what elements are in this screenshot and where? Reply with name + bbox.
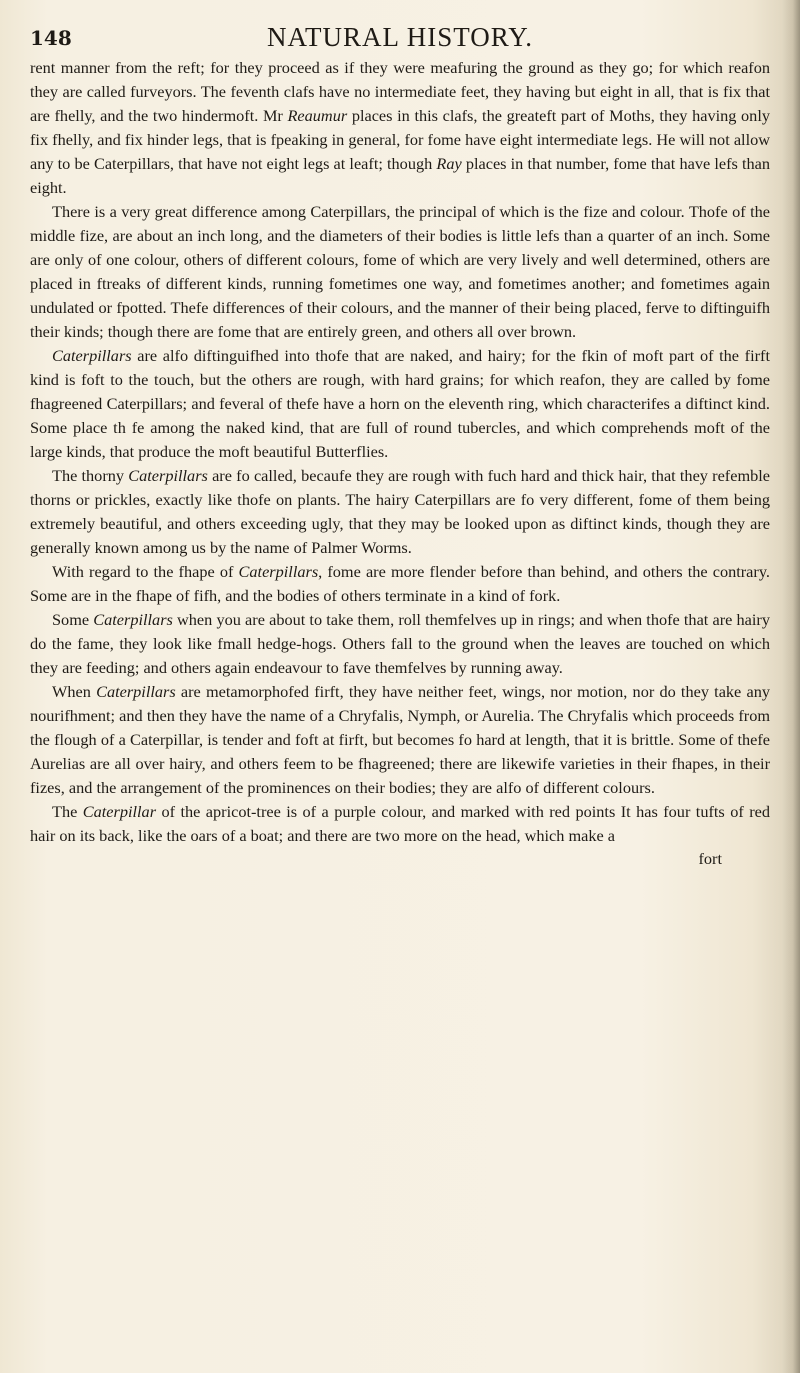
paragraph — [30, 608, 770, 680]
paragraph — [30, 464, 770, 560]
text-run: , fome are more flender before than behind, and others the contrary. Some are in the fhape of fifh, and the bodies of others terminate in a kind of fork. — [30, 562, 770, 605]
text-run: Some — [52, 610, 94, 629]
page-header — [30, 10, 770, 56]
page-edge-shadow — [782, 0, 800, 1373]
italic-text: Reaumur — [287, 106, 348, 125]
text-run: of the apricot-tree is of a purple colour, and marked with red points It has four tufts of red hair on its back, like the oars of a boat; and there are two more on the head, which make a — [30, 802, 770, 845]
paragraph — [30, 56, 770, 200]
paragraph — [30, 344, 770, 464]
catchword: fort — [698, 849, 722, 868]
text-run: are alfo diftinguifhed into thofe that are naked, and hairy; for the fkin of moft part of the firft kind is foft to the touch, but the others are rough, with hard grains; for which reafon, they are called by fome fhagreened Caterpillars; and feveral of thefe have a horn on the eleventh ring, which characterifes a diftinct kind. Some place th fe among the naked kind, that are full of round tubercles, and which comprehends moft of the large kinds, that produce the moft beautiful Butterflies. — [30, 346, 770, 461]
italic-text: Caterpillars — [128, 466, 208, 485]
italic-text: Caterpillars — [93, 610, 173, 629]
page-number: 148 — [30, 26, 72, 50]
text-run: are metamorphofed firft, they have neither feet, wings, nor motion, nor do they take any nourifhment; and then they have the name of a Chryfalis, Nymph, or Aurelia. The Chryfalis which proceeds from the flough of a Caterpillar, is tender and foft at firft, but becomes fo hard at length, that it is brittle. Some of thefe Aurelias are all over hairy, and others feem to be fhagreened; there are likewife varieties in their fhapes, in their fizes, and the arrangement of the prominences on their bodies; they are alfo of different colours. — [30, 682, 770, 797]
text-run: are fo called, becaufe they are rough with fuch hard and thick hair, that they refemble thorns or prickles, exactly like thofe on plants. The hairy Caterpillars are fo very different, fome of them being extremely beautiful, and others exceeding ugly, that they may be looked upon as diftinct kinds, though they are generally known among us by the name of Palmer Worms. — [30, 466, 771, 557]
text-run: when you are about to take them, roll themfelves up in rings; and when thofe that are hairy do the fame, they look like fmall hedge-hogs. Others fall to the ground when the leaves are touched on which they are feeding; and others again endeavour to fave themfelves by running away. — [30, 610, 770, 677]
paragraph — [30, 560, 770, 608]
body-text — [30, 56, 770, 848]
text-run: With regard to the fhape of — [52, 562, 239, 581]
text-run: When — [52, 682, 97, 701]
text-run: rent manner from the reft; for they proceed as if they were meafuring the ground as they go; for which reafon they are called furveyors. The feventh clafs have no intermediate feet, they having but eight in all, that is fix that are fhelly, and the two hindermoft. Mr — [30, 58, 770, 125]
text-run: The — [52, 802, 83, 821]
italic-text: Caterpillar — [82, 802, 157, 821]
paragraph — [30, 680, 770, 800]
italic-text: Caterpillars — [52, 346, 132, 365]
italic-text: Caterpillars — [238, 562, 319, 581]
text-run: places in this clafs, the greateft part of Moths, they having only fix fhelly, and fix hinder legs, that is fpeaking in general, for fome have eight intermediate legs. He will not allow any to be Caterpillars, that have not eight legs at leaft; though — [30, 106, 770, 173]
italic-text: Ray — [436, 154, 462, 173]
text-run: There is a very great difference among Caterpillars, the principal of which is the fize and colour. Thofe of the middle fize, are about an inch long, and the diameters of their bodies is little lefs than a quarter of an inch. Some are only of one colour, others of different colours, fome of which are very lively and well determined, others are placed in ftreaks of different kinds, running fometimes one way, and fometimes another; and fometimes again undulated or fpotted. Thefe differences of their colours, and the manner of their being placed, ferve to diftinguifh their kinds; though there are fome that are entirely green, and others all over brown. — [30, 202, 770, 341]
paragraph — [30, 200, 770, 344]
text-run: places in that number, fome that have lefs than eight. — [30, 154, 771, 197]
running-head: NATURAL HISTORY. — [266, 22, 534, 52]
paragraph — [30, 800, 770, 848]
text-run: The thorny — [52, 466, 129, 485]
italic-text: Caterpillars — [96, 682, 176, 701]
